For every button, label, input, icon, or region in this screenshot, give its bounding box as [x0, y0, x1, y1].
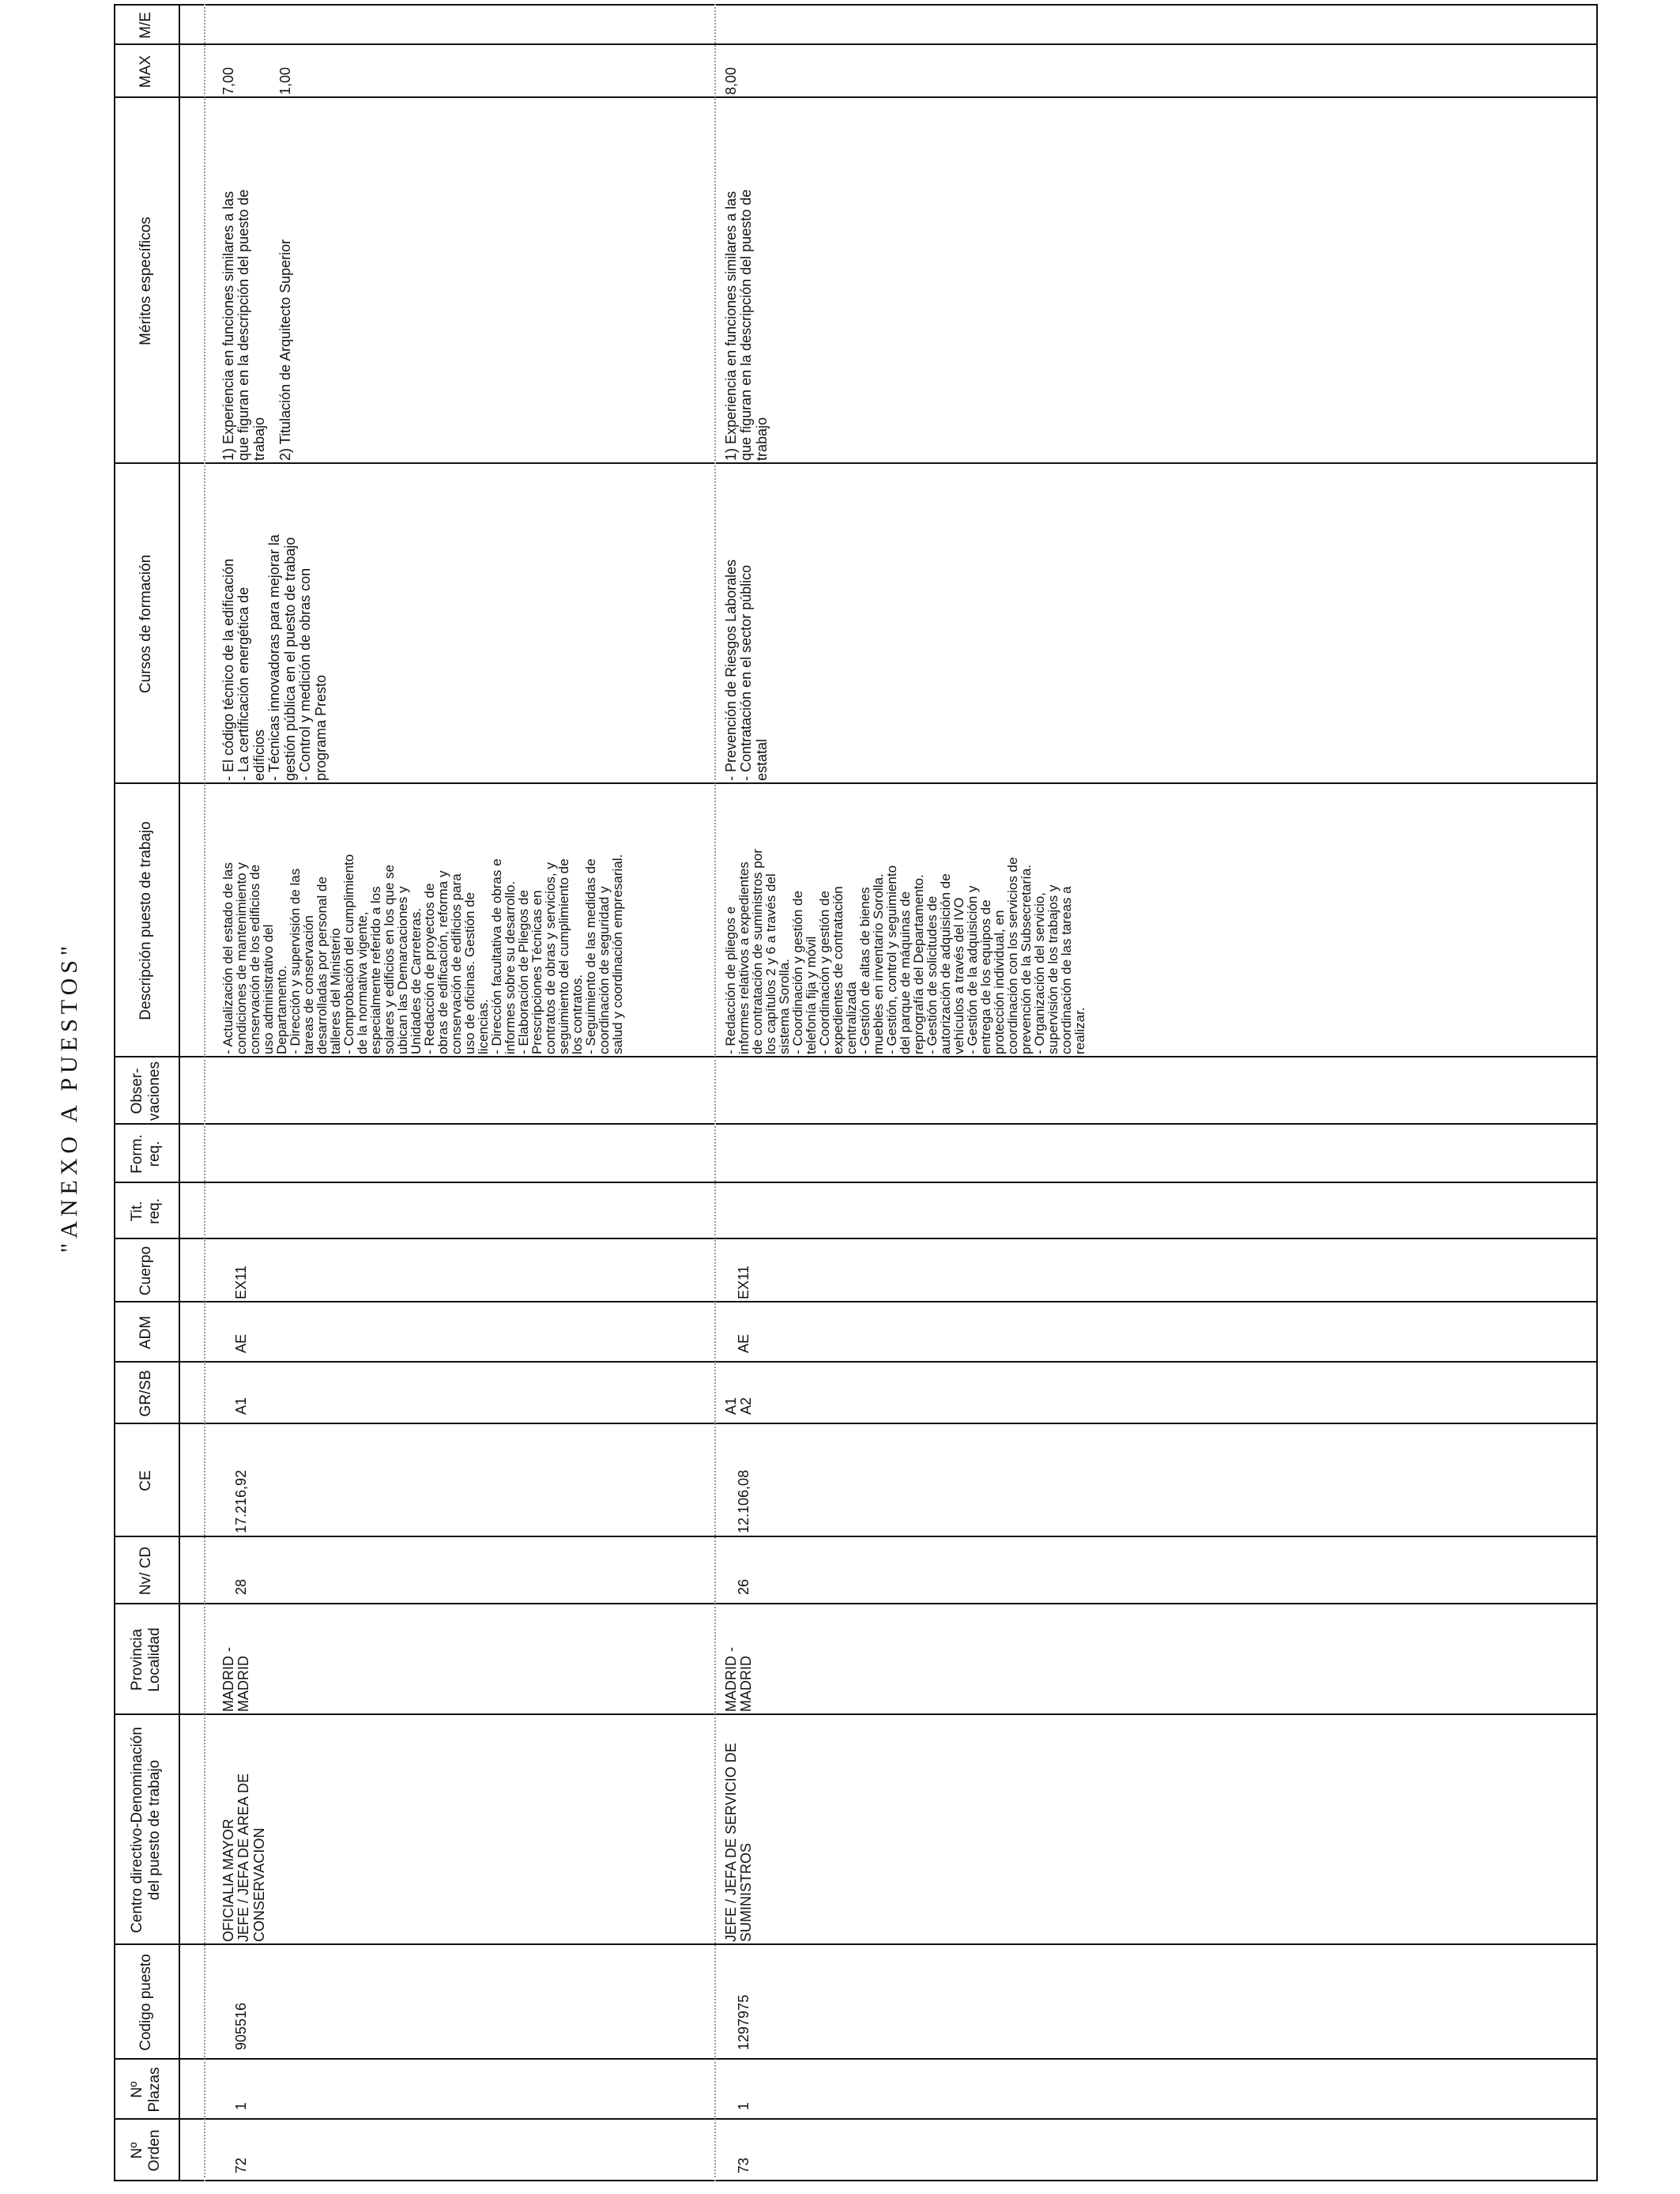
- row-73-adm: AE: [736, 1333, 751, 1353]
- col-line: [114, 1423, 1598, 1424]
- row-72-nivel: 28: [233, 1578, 249, 1595]
- header-cursos: Cursos de formación: [137, 554, 155, 694]
- header-orden: Nº Orden: [129, 2129, 163, 2172]
- col-line: [114, 1943, 1598, 1945]
- header-plazas: Nº Plazas: [129, 2067, 163, 2113]
- col-line: [114, 1238, 1598, 1239]
- row-72-merito-1: 1) Experiencia en funciones similares a las que figuran en la descripción del puesto de trabajo: [220, 189, 267, 461]
- row-73-cuerpo: EX11: [736, 1265, 751, 1299]
- row-72-merito-2: 2) Titulación de Arquitecto Superior: [277, 239, 293, 461]
- header-centro: Centro directivo-Denominación del puesto de trabajo: [129, 1727, 163, 1933]
- header-adm: ADM: [137, 1315, 155, 1350]
- col-line: [114, 96, 1598, 98]
- col-line: [114, 1603, 1598, 1604]
- col-line: [114, 1301, 1598, 1302]
- col-line: [114, 2118, 1598, 2120]
- row-72-adm: AE: [233, 1333, 249, 1353]
- row-line: [1596, 4, 1598, 2181]
- row-73-max-1: 8,00: [723, 66, 739, 95]
- col-line: [114, 1056, 1598, 1057]
- row-separator: [204, 4, 205, 2181]
- row-73-codigo: 1297975: [736, 1994, 751, 2050]
- header-cuerpo: Cuerpo: [137, 1246, 155, 1296]
- row-72-max-2: 1,00: [277, 66, 293, 95]
- row-73-descripcion: - Redacción de pliegos e informes relativos a expedientes de contratación de suministros por los capítulos 2 y 6 a través del sistema Sorolla. - Coordinación y gestión de telefonía fija y móvil - Coordinación y gestión de expedientes de contratación centralizada - Gestión de altas de bienes muebles en inventario Sorolla. - Gestión, control y seguimiento del parque de máquinas de reprografía del Departamento. - Gestión de solicitudes de autorización de adquisición de vehículos a través del IVO - Gestión de la adquisición y entrega de los equipos de protección individual, en coordinación con los servicios de prevención de la Subsecretaría. - Organización del servicio, supervisión de los trabajos y coordinación de las tareas a realizar.: [723, 849, 1087, 1054]
- row-73-centro: JEFE / JEFA DE SERVICIO DE SUMINISTROS: [723, 1743, 755, 1942]
- header-obs: Obser-vaciones: [129, 1061, 163, 1121]
- row-72-grsb: A1: [233, 1397, 249, 1415]
- row-73-nivel: 26: [736, 1578, 751, 1595]
- header-nivel: Nv/ CD: [137, 1546, 155, 1596]
- row-72-plazas: 1: [233, 2102, 249, 2110]
- header-codigo: Codigo puesto: [137, 1954, 155, 2051]
- row-72-ce: 17.216,92: [233, 1469, 249, 1533]
- row-73-plazas: 1: [736, 2102, 751, 2110]
- row-separator: [714, 4, 716, 2181]
- row-72-max-1: 7,00: [220, 66, 236, 95]
- col-line: [114, 2058, 1598, 2060]
- header-ce: CE: [137, 1470, 155, 1491]
- page-title-text: "ANEXO A PUESTOS": [56, 941, 82, 1253]
- col-line: [114, 1536, 1598, 1537]
- col-line: [114, 2180, 1598, 2181]
- row-72-provincia: MADRID - MADRID: [220, 1647, 252, 1712]
- header-form: Form. req.: [129, 1134, 163, 1174]
- header-me: M/E: [137, 12, 155, 39]
- row-72-cursos: - El código técnico de la edificación - La certificación energética de edificios - Técnicas innovadoras para mejorar la gestión pública en el puesto de trabajo - Control y medición de obras con programa Presto: [220, 534, 329, 781]
- col-line: [114, 462, 1598, 464]
- row-72-orden: 72: [233, 2157, 249, 2173]
- header-provincia: Provincia Localidad: [129, 1627, 163, 1692]
- row-line: [179, 4, 180, 2181]
- header-meritos: Méritos específicos: [137, 217, 155, 345]
- col-line: [114, 1123, 1598, 1125]
- row-73-cursos: - Prevención de Riesgos Laborales - Contratación en el sector público estatal: [723, 559, 770, 781]
- header-grsb: GR/SB: [137, 1370, 155, 1417]
- header-descripcion: Descripción puesto de trabajo: [137, 821, 155, 1020]
- row-73-grsb: A1 A2: [723, 1397, 755, 1415]
- row-72-codigo: 905516: [233, 2002, 249, 2050]
- col-line: [114, 43, 1598, 45]
- header-max: MAX: [137, 55, 155, 89]
- row-73-provincia: MADRID - MADRID: [723, 1647, 755, 1712]
- row-73-ce: 12.106,08: [736, 1469, 751, 1533]
- puestos-table: [114, 4, 1598, 2181]
- col-line: [114, 4, 1598, 6]
- header-tit: Tit. req.: [129, 1198, 163, 1224]
- col-line: [114, 1713, 1598, 1715]
- col-line: [114, 1182, 1598, 1183]
- row-72-descripcion: - Actualización del estado de las condiciones de mantenimiento y conservación de los edificios de uso administrativo del Departamento. - Dirección y supervisión de las tareas de conservación desarrolladas por personal de talleres del Ministerio - Comprobación del cumplimiento de la normativa vigente, especialmente referido a los solares y edificios en los que se ubican las Demarcaciones y Unidades de Carreteras. - Redacción de proyectos de obras de edificación, reforma y conservación de edificios para uso de oficinas. Gestión de licencias. - Dirección facultativa de obras e informes sobre su desarrollo. - Elaboración de Pliegos de Prescripciones Técnicas en contratos de obras y servicios, y seguimiento del cumplimiento de los contratos. - Seguimiento de las medidas de coordinación de seguridad y salud y coordinación empresarial.: [220, 854, 625, 1054]
- row-72-cuerpo: EX11: [233, 1265, 249, 1299]
- row-73-merito-1: 1) Experiencia en funciones similares a las que figuran en la descripción del puesto de trabajo: [723, 189, 770, 461]
- row-72-centro: OFICIALIA MAYOR JEFE / JEFA DE AREA DE CONSERVACION: [220, 1773, 267, 1942]
- col-line: [114, 1361, 1598, 1363]
- row-73-orden: 73: [736, 2157, 751, 2173]
